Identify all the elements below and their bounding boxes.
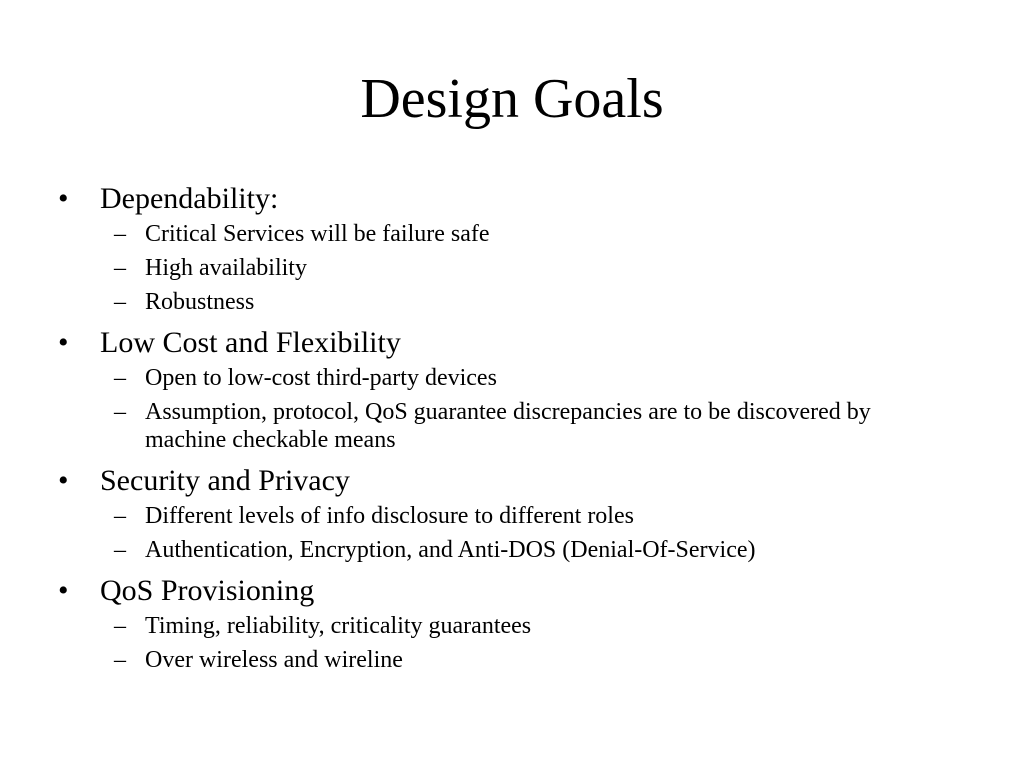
sub-list: [0, 612, 1024, 674]
sub-item: [0, 288, 1024, 316]
dash-icon: –: [114, 537, 126, 563]
sub-item-text: Over wireless and wireline: [145, 647, 403, 673]
sub-item: [0, 536, 1024, 564]
bullet-item-dependability: [0, 178, 1024, 316]
bullet-dot-icon: •: [58, 182, 69, 215]
bullet-row: [0, 570, 1024, 612]
sub-item-text: Assumption, protocol, QoS guarantee discrepancies are to be discovered by machine checkable means: [145, 399, 871, 453]
dash-icon: –: [114, 647, 126, 673]
dash-icon: –: [114, 289, 126, 315]
sub-item: [0, 612, 1024, 640]
dash-icon: –: [114, 503, 126, 529]
bullet-item-qos: [0, 570, 1024, 674]
bullet-label: QoS Provisioning: [100, 574, 315, 607]
sub-list: [0, 502, 1024, 564]
dash-icon: –: [114, 255, 126, 281]
sub-item: [0, 502, 1024, 530]
bullet-dot-icon: •: [58, 326, 69, 359]
bullet-dot-icon: •: [58, 574, 69, 607]
bullet-dot-icon: •: [58, 464, 69, 497]
bullet-item-low-cost: [0, 322, 1024, 454]
sub-item: [0, 364, 1024, 392]
bullet-row: [0, 178, 1024, 220]
sub-item-text: Open to low-cost third-party devices: [145, 365, 497, 391]
bullet-label: Low Cost and Flexibility: [100, 326, 401, 359]
sub-item-text: Robustness: [145, 289, 255, 315]
sub-item: [0, 398, 1024, 454]
dash-icon: –: [114, 221, 126, 247]
sub-item-text: High availability: [145, 255, 307, 281]
sub-list: [0, 364, 1024, 454]
dash-icon: –: [114, 613, 126, 639]
sub-item-text: Different levels of info disclosure to different roles: [145, 503, 634, 529]
dash-icon: –: [114, 365, 126, 391]
slide-title: Design Goals: [360, 68, 664, 130]
sub-item: [0, 220, 1024, 248]
bullet-list: [0, 178, 1024, 680]
bullet-label: Dependability:: [100, 182, 279, 215]
sub-item: [0, 254, 1024, 282]
sub-list: [0, 220, 1024, 316]
bullet-label: Security and Privacy: [100, 464, 350, 497]
sub-item-text: Authentication, Encryption, and Anti-DOS (Denial-Of-Service): [145, 537, 756, 563]
bullet-row: [0, 460, 1024, 502]
sub-item-text: Timing, reliability, criticality guarantees: [145, 613, 532, 639]
bullet-item-security: [0, 460, 1024, 564]
sub-item: [0, 646, 1024, 674]
sub-item-text: Critical Services will be failure safe: [145, 221, 490, 247]
bullet-row: [0, 322, 1024, 364]
dash-icon: –: [114, 399, 126, 425]
